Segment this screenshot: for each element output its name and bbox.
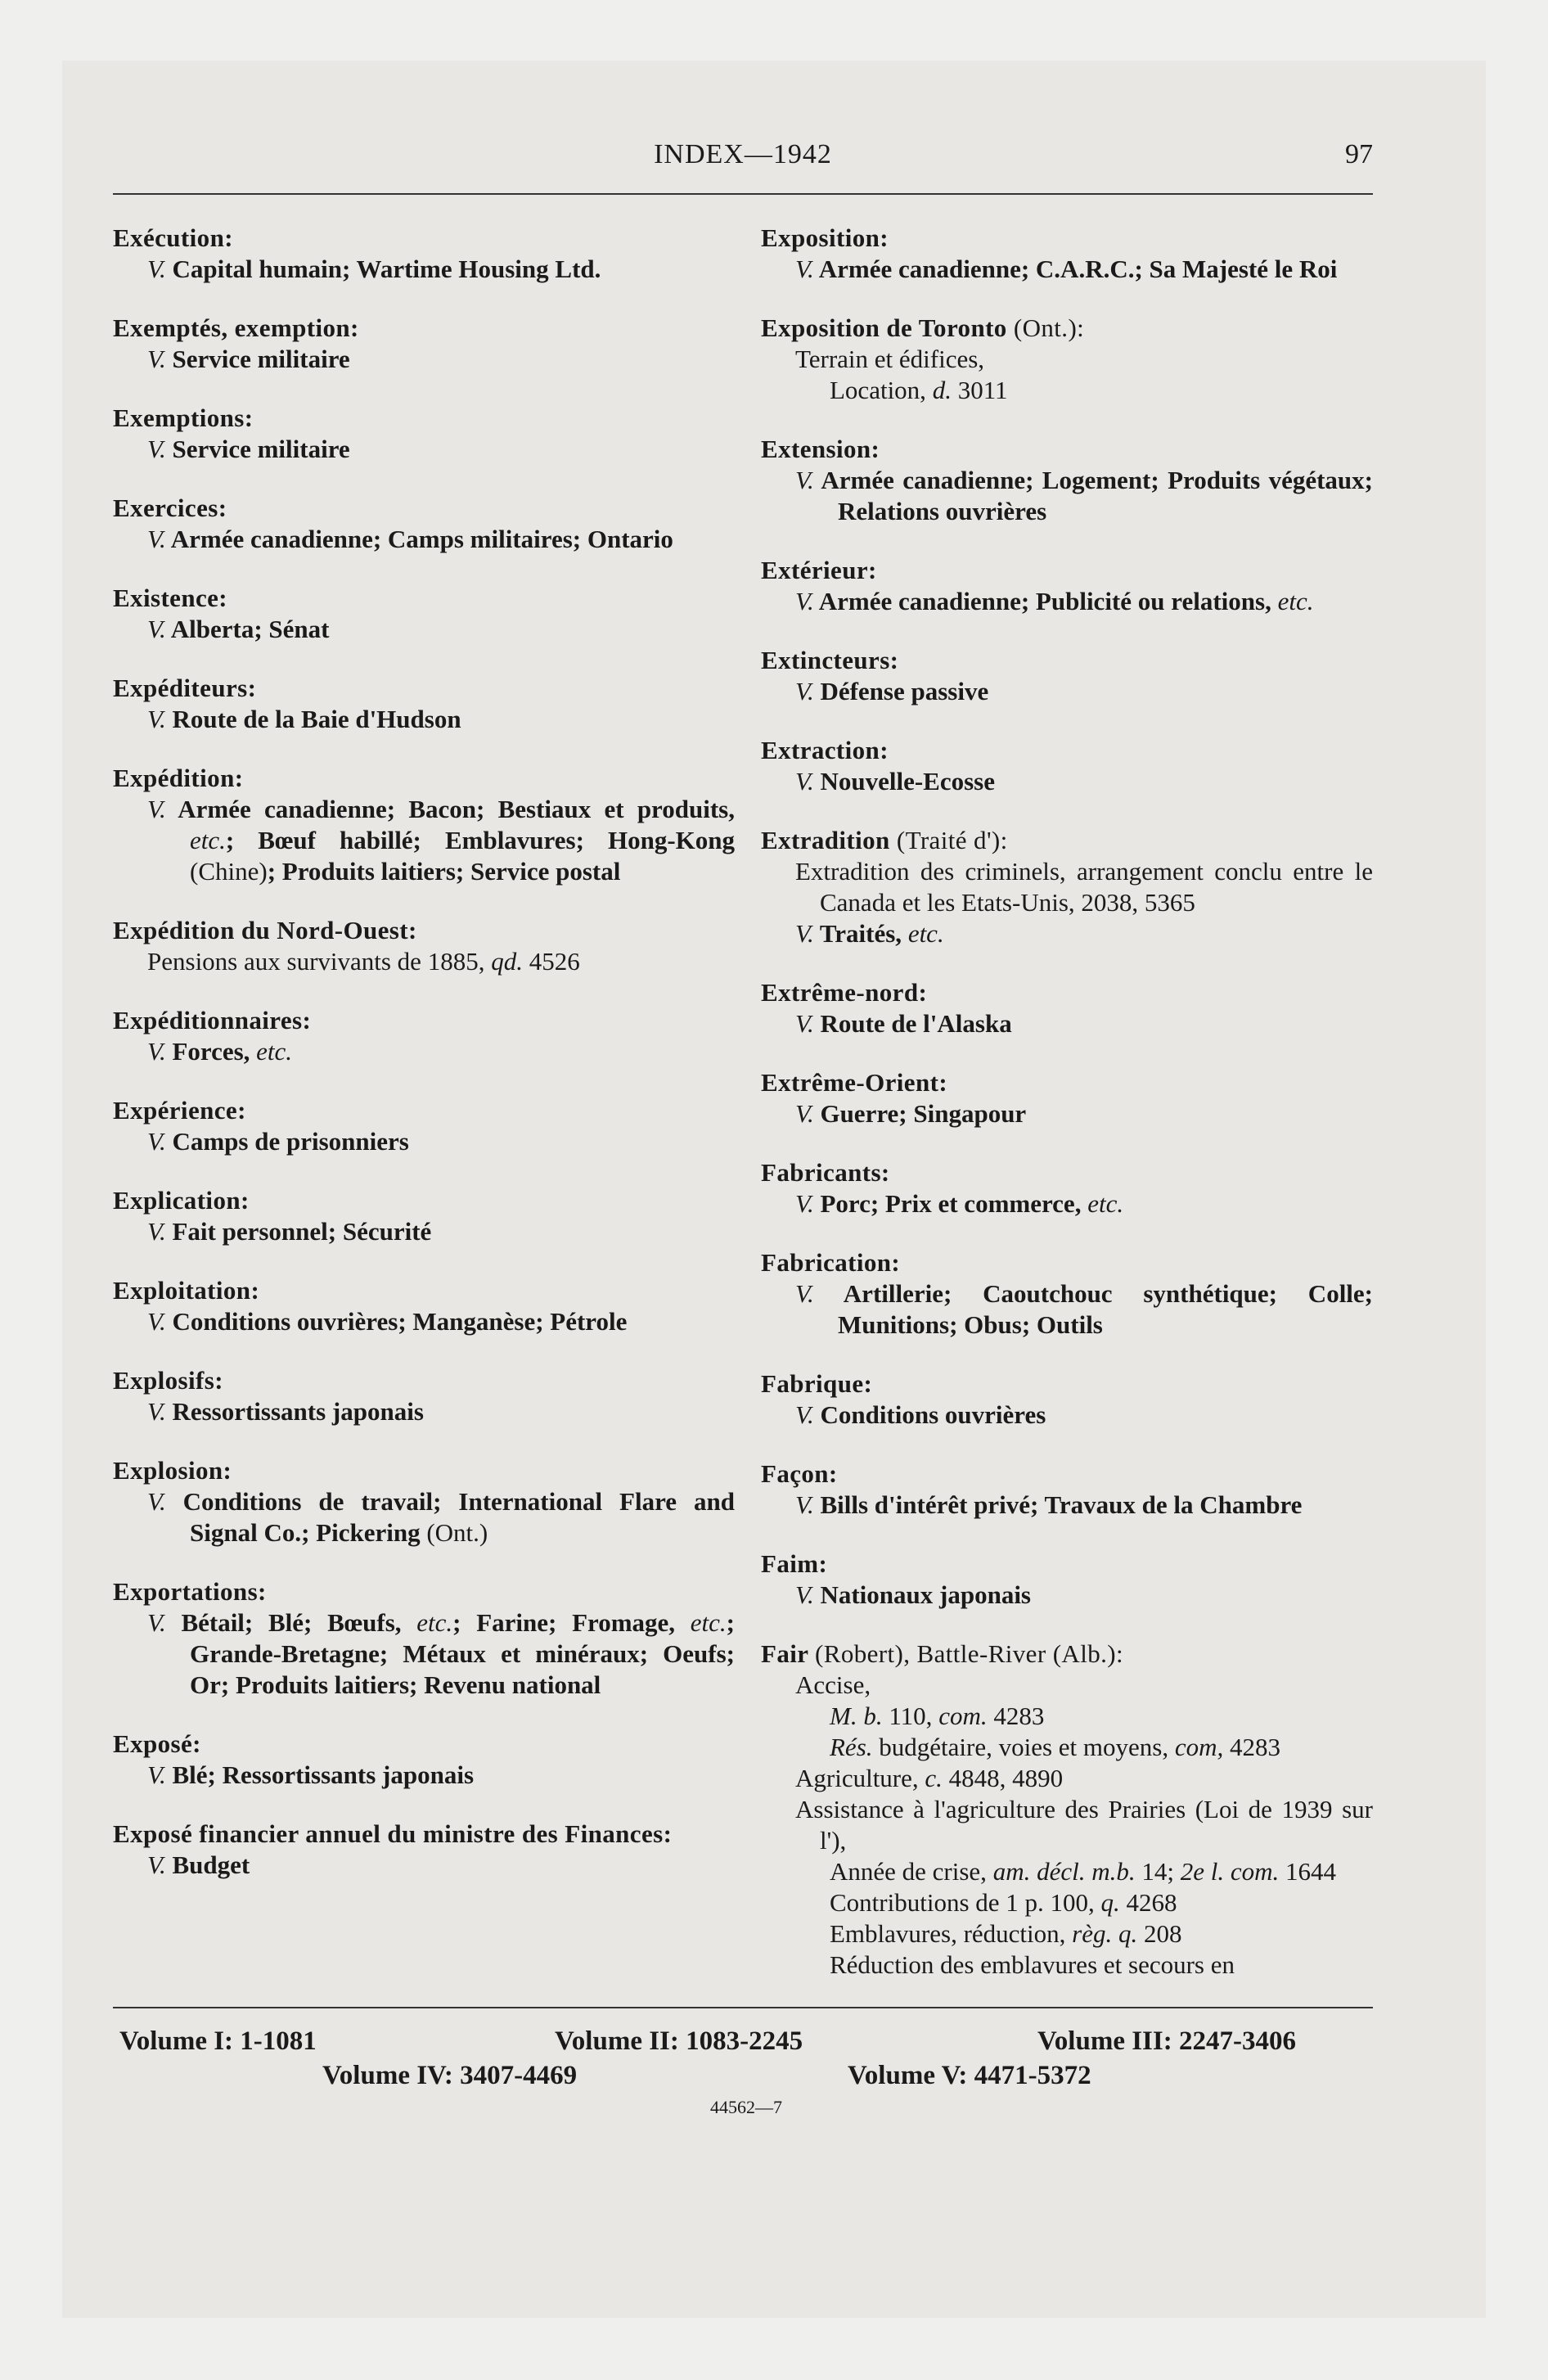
- index-entry: [761, 645, 1373, 707]
- see-reference: V. Porc; Prix et commerce, etc.: [795, 1189, 1124, 1218]
- index-entry: [113, 1365, 735, 1427]
- index-entry: [761, 1639, 1373, 1981]
- sub-entry: Rés. budgétaire, voies et moyens, com, 4283: [830, 1733, 1280, 1761]
- sub-entry: M. b. 110, com. 4283: [830, 1702, 1045, 1730]
- entry-heading: Expéditeurs:: [113, 674, 257, 702]
- entry-heading: Expéditionnaires:: [113, 1006, 312, 1034]
- see-reference: V. Armée canadienne; C.A.R.C.; Sa Majesté le Roi: [795, 255, 1338, 283]
- sub-entry: Accise,: [795, 1670, 871, 1699]
- entry-heading: Extrême-nord:: [761, 978, 928, 1007]
- entry-heading: Exécution:: [113, 223, 233, 252]
- left-column: [113, 223, 735, 1909]
- index-entry: [761, 555, 1373, 617]
- see-reference: V. Armée canadienne; Publicité ou relations, etc.: [795, 587, 1314, 615]
- signature-mark: 44562—7: [710, 2097, 782, 2117]
- see-reference: V. Route de l'Alaska: [795, 1009, 1012, 1038]
- see-reference: V. Traités, etc.: [795, 919, 944, 948]
- index-entry: [113, 1095, 735, 1157]
- index-entry: [761, 977, 1373, 1039]
- entry-heading: Fabrique:: [761, 1369, 873, 1398]
- entry-heading: Exploitation:: [113, 1276, 260, 1305]
- footer-rule: [113, 2007, 1373, 2008]
- index-entry: [761, 825, 1373, 949]
- sub-entry: Location, d. 3011: [830, 376, 1008, 404]
- index-entry: [113, 915, 735, 977]
- see-reference: V. Ressortissants japonais: [147, 1397, 424, 1426]
- entry-heading: Façon:: [761, 1459, 838, 1488]
- entry-heading: Extension:: [761, 435, 880, 463]
- volume-range: Volume IV: 3407-4469: [322, 2061, 578, 2090]
- volume-range: Volume I: 1-1081: [119, 2026, 317, 2056]
- page-number: 97: [1345, 139, 1373, 169]
- volume-range: Volume II: 1083-2245: [555, 2026, 803, 2056]
- see-reference: V. Artillerie; Caoutchouc synthétique; Colle; Munitions; Obus; Outils: [795, 1279, 1373, 1339]
- see-reference: V. Service militaire: [147, 435, 350, 463]
- volume-range: Volume V: 4471-5372: [848, 2061, 1091, 2090]
- entry-heading: Explosion:: [113, 1456, 232, 1485]
- index-entry: [761, 434, 1373, 527]
- index-entry: [113, 313, 735, 375]
- index-entry: [113, 493, 735, 555]
- sub-entry: Terrain et édifices,: [795, 345, 985, 373]
- see-reference: V. Forces, etc.: [147, 1037, 293, 1066]
- index-entry: [113, 1576, 735, 1701]
- index-entry: [113, 1005, 735, 1067]
- entry-heading: Exercices:: [113, 494, 227, 522]
- index-entry: [113, 1819, 735, 1881]
- index-entry: [113, 1455, 735, 1548]
- entry-heading: Existence:: [113, 584, 228, 612]
- entry-heading: Extraction:: [761, 736, 889, 764]
- sub-entry: Pensions aux survivants de 1885, qd. 4526: [147, 947, 580, 976]
- see-reference: V. Alberta; Sénat: [147, 615, 330, 643]
- entry-heading: Expédition du Nord-Ouest:: [113, 916, 417, 944]
- entry-heading: Explication:: [113, 1186, 250, 1215]
- index-entry: [113, 583, 735, 645]
- entry-heading: Exposé:: [113, 1729, 201, 1758]
- page-header: [113, 139, 1373, 180]
- index-entry: [113, 763, 735, 887]
- see-reference: V. Conditions ouvrières; Manganèse; Pétrole: [147, 1307, 628, 1336]
- index-entry: [761, 1458, 1373, 1521]
- index-entry: [113, 1729, 735, 1791]
- entry-heading: Exposition:: [761, 223, 889, 252]
- entry-heading: Extincteurs:: [761, 646, 899, 674]
- sub-entry: Extradition des criminels, arrangement conclu entre le Canada et les Etats-Unis, 2038, 5365: [795, 857, 1373, 917]
- see-reference: V. Nationaux japonais: [795, 1580, 1031, 1609]
- see-reference: V. Blé; Ressortissants japonais: [147, 1760, 475, 1789]
- index-entry: [113, 1185, 735, 1247]
- sub-entry: Agriculture, c. 4848, 4890: [795, 1764, 1064, 1792]
- see-reference: V. Budget: [147, 1850, 250, 1879]
- header-rule: [113, 193, 1373, 195]
- sub-entry: Assistance à l'agriculture des Prairies (Loi de 1939 sur l'),: [795, 1795, 1373, 1855]
- index-entry: [761, 735, 1373, 797]
- see-reference: V. Conditions de travail; International Flare and Signal Co.; Pickering (Ont.): [147, 1487, 735, 1547]
- entry-heading: Extrême-Orient:: [761, 1068, 948, 1097]
- see-reference: V. Service militaire: [147, 345, 350, 373]
- entry-heading: Faim:: [761, 1549, 828, 1578]
- see-reference: V. Nouvelle-Ecosse: [795, 767, 995, 796]
- see-reference: V. Armée canadienne; Bacon; Bestiaux et produits, etc.; Bœuf habillé; Emblavures; Hong-Kong (Chine); Produits laitiers; Service postal: [147, 795, 735, 886]
- see-reference: V. Guerre; Singapour: [795, 1099, 1027, 1128]
- right-column: [761, 223, 1373, 2008]
- see-reference: V. Camps de prisonniers: [147, 1127, 409, 1156]
- entry-heading: Exportations:: [113, 1577, 267, 1606]
- entry-heading: Explosifs:: [113, 1366, 223, 1395]
- index-entry: [113, 403, 735, 465]
- index-entry: [761, 1157, 1373, 1219]
- see-reference: V. Défense passive: [795, 677, 989, 705]
- index-title: INDEX—1942: [654, 139, 832, 169]
- index-entry: [761, 223, 1373, 285]
- entry-heading: Exemptions:: [113, 403, 254, 432]
- see-reference: V. Armée canadienne; Camps militaires; Ontario: [147, 525, 673, 553]
- index-entry: [761, 313, 1373, 406]
- see-reference: V. Route de la Baie d'Hudson: [147, 705, 461, 733]
- entry-heading: Extérieur:: [761, 556, 877, 584]
- index-entry: [113, 673, 735, 735]
- entry-heading: Fabrication:: [761, 1248, 901, 1277]
- see-reference: V. Capital humain; Wartime Housing Ltd.: [147, 255, 601, 283]
- index-entry: [113, 223, 735, 285]
- index-entry: [761, 1368, 1373, 1431]
- sub-entry: Contributions de 1 p. 100, q. 4268: [830, 1888, 1177, 1917]
- entry-heading: Extradition (Traité d'):: [761, 826, 1008, 854]
- index-entry: [113, 1275, 735, 1337]
- index-entry: [761, 1247, 1373, 1341]
- see-reference: V. Armée canadienne; Logement; Produits végétaux; Relations ouvrières: [795, 466, 1373, 525]
- entry-heading: Exposition de Toronto (Ont.):: [761, 313, 1085, 342]
- sub-entry: Emblavures, réduction, règ. q. 208: [830, 1919, 1182, 1948]
- volume-range: Volume III: 2247-3406: [1037, 2026, 1296, 2056]
- entry-heading: Fair (Robert), Battle-River (Alb.):: [761, 1639, 1124, 1668]
- entry-heading: Exemptés, exemption:: [113, 313, 359, 342]
- see-reference: V. Bétail; Blé; Bœufs, etc.; Farine; Fromage, etc.; Grande-Bretagne; Métaux et minéraux; Oeufs; Or; Produits laitiers; Revenu national: [147, 1608, 735, 1699]
- index-entry: [761, 1067, 1373, 1129]
- index-entry: [761, 1548, 1373, 1611]
- see-reference: V. Bills d'intérêt privé; Travaux de la Chambre: [795, 1490, 1303, 1519]
- sub-entry: Réduction des emblavures et secours en: [830, 1950, 1235, 1979]
- see-reference: V. Fait personnel; Sécurité: [147, 1217, 432, 1246]
- entry-heading: Exposé financier annuel du ministre des Finances:: [113, 1819, 673, 1848]
- entry-heading: Expédition:: [113, 764, 244, 792]
- sub-entry: Année de crise, am. décl. m.b. 14; 2e l. com. 1644: [830, 1857, 1336, 1886]
- entry-heading: Expérience:: [113, 1096, 246, 1125]
- see-reference: V. Conditions ouvrières: [795, 1400, 1046, 1429]
- entry-heading: Fabricants:: [761, 1158, 890, 1187]
